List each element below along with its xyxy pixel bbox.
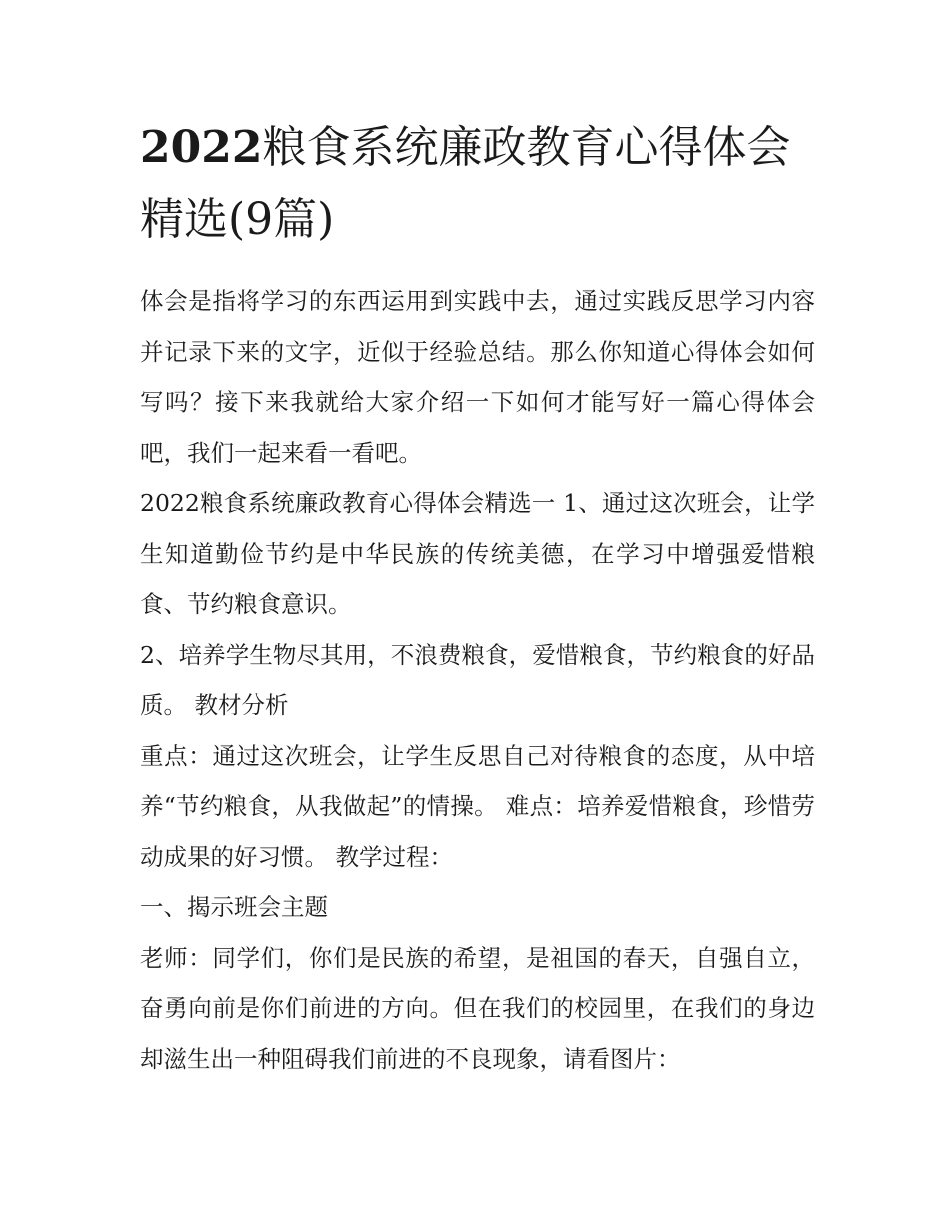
paragraph-section-one: 2022粮食系统廉政教育心得体会精选一 1、通过这次班会，让学生知道勤俭节约是中华民族的传统美德，在学习中增强爱惜粮食、节约粮食意识。 <box>140 489 815 618</box>
document-body <box>140 276 815 1084</box>
paragraph-step-one-heading: 一、揭示班会主题 <box>140 893 328 921</box>
paragraph-intro: 体会是指将学习的东西运用到实践中去，通过实践反思学习内容并记录下来的文字，近似于经验总结。那么你知道心得体会如何写吗？接下来我就给大家介绍一下如何才能写好一篇心得体会吧，我们一起来看一看吧。 <box>140 287 815 467</box>
paragraph-teacher-speech: 老师：同学们，你们是民族的希望，是祖国的春天，自强自立，奋勇向前是你们前进的方向。但在我们的校园里，在我们的身边却滋生出一种阻碍我们前进的不良现象，请看图片： <box>140 943 815 1073</box>
document-title: 2022粮食系统廉政教育心得体会精选(9篇) <box>140 122 791 245</box>
paragraph-goal-two: 2、培养学生物尽其用，不浪费粮食，爱惜粮食，节约粮食的好品质。 教材分析 <box>140 640 815 719</box>
paragraph-key-points: 重点：通过这次班会，让学生反思自己对待粮食的态度，从中培养“节约粮食，从我做起”的情操。 难点：培养爱惜粮食，珍惜劳动成果的好习惯。 教学过程： <box>140 741 815 871</box>
